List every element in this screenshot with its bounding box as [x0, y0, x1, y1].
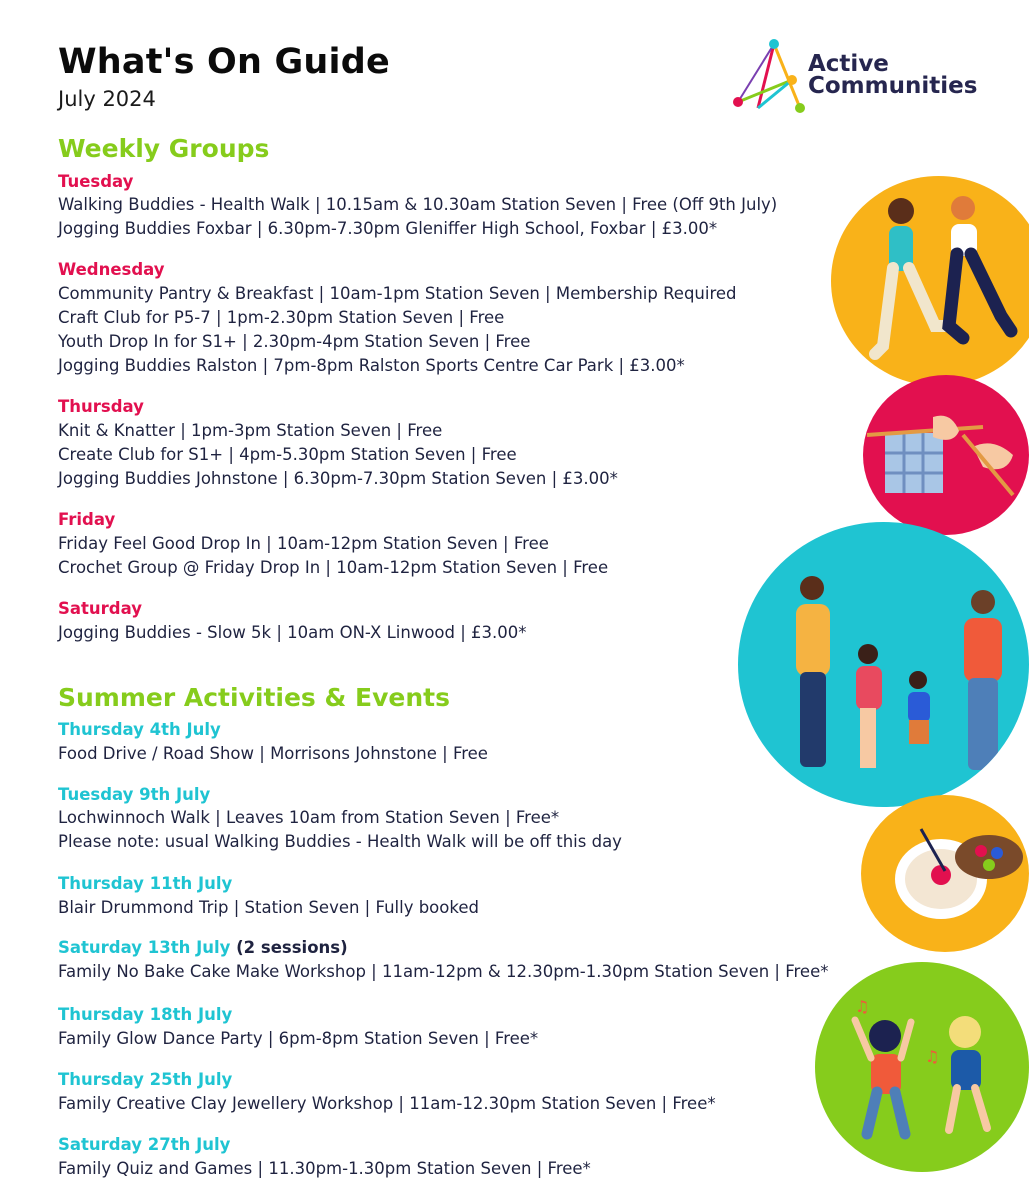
svg-text:♫: ♫ [855, 997, 870, 1016]
summer-heading: Summer Activities & Events [58, 683, 450, 712]
svg-text:♫: ♫ [925, 1047, 940, 1066]
event-date [58, 938, 348, 957]
day-wednesday: Wednesday [58, 260, 165, 279]
page-title: What's On Guide [58, 42, 390, 82]
knitting-illustration [863, 375, 1029, 535]
list-item: Food Drive / Road Show | Morrisons Johnstone | Free [58, 744, 488, 763]
list-item: Crochet Group @ Friday Drop In | 10am-12pm Station Seven | Free [58, 558, 609, 577]
page-subtitle: July 2024 [58, 87, 156, 111]
dancing-kids-illustration [815, 962, 1029, 1172]
list-item: Jogging Buddies - Slow 5k | 10am ON-X Linwood | £3.00* [58, 623, 527, 642]
event-date: Thursday 4th July [58, 720, 221, 739]
day-thursday: Thursday [58, 397, 144, 416]
event-date-note: (2 sessions) [230, 938, 348, 957]
list-item: Family Glow Dance Party | 6pm-8pm Station Seven | Free* [58, 1029, 539, 1048]
event-date: Thursday 25th July [58, 1070, 233, 1089]
list-item: Family Creative Clay Jewellery Workshop | 11am-12.30pm Station Seven | Free* [58, 1094, 716, 1113]
list-item: Family Quiz and Games | 11.30pm-1.30pm Station Seven | Free* [58, 1159, 591, 1178]
list-item: Friday Feel Good Drop In | 10am-12pm Station Seven | Free [58, 534, 549, 553]
list-item: Jogging Buddies Ralston | 7pm-8pm Ralston Sports Centre Car Park | £3.00* [58, 356, 685, 375]
list-item: Create Club for S1+ | 4pm-5.30pm Station Seven | Free [58, 445, 517, 464]
list-item: Please note: usual Walking Buddies - Health Walk will be off this day [58, 832, 622, 851]
list-item: Walking Buddies - Health Walk | 10.15am & 10.30am Station Seven | Free (Off 9th July) [58, 195, 778, 214]
logo-line-2: Communities [808, 73, 978, 99]
event-date: Thursday 18th July [58, 1005, 233, 1024]
jogging-illustration [831, 176, 1029, 386]
event-date-text: Saturday 13th July [58, 938, 231, 957]
day-tuesday: Tuesday [58, 172, 134, 191]
event-date: Thursday 11th July [58, 874, 233, 893]
list-item: Community Pantry & Breakfast | 10am-1pm Station Seven | Membership Required [58, 284, 737, 303]
logo-line-1: Active [808, 51, 889, 77]
list-item: Lochwinnoch Walk | Leaves 10am from Station Seven | Free* [58, 808, 560, 827]
list-item: Blair Drummond Trip | Station Seven | Fully booked [58, 898, 479, 917]
logo-text [808, 53, 977, 97]
family-illustration [738, 522, 1029, 807]
event-date: Tuesday 9th July [58, 785, 211, 804]
cake-painting-illustration [861, 795, 1029, 952]
list-item: Youth Drop In for S1+ | 2.30pm-4pm Station Seven | Free [58, 332, 531, 351]
weekly-groups-heading: Weekly Groups [58, 134, 270, 163]
list-item: Jogging Buddies Foxbar | 6.30pm-7.30pm Gleniffer High School, Foxbar | £3.00* [58, 219, 718, 238]
list-item: Jogging Buddies Johnstone | 6.30pm-7.30pm Station Seven | £3.00* [58, 469, 618, 488]
day-saturday: Saturday [58, 599, 142, 618]
day-friday: Friday [58, 510, 116, 529]
list-item: Family No Bake Cake Make Workshop | 11am-12pm & 12.30pm-1.30pm Station Seven | Free* [58, 962, 829, 981]
event-date: Saturday 27th July [58, 1135, 231, 1154]
list-item: Craft Club for P5-7 | 1pm-2.30pm Station Seven | Free [58, 308, 505, 327]
list-item: Knit & Knatter | 1pm-3pm Station Seven | Free [58, 421, 443, 440]
